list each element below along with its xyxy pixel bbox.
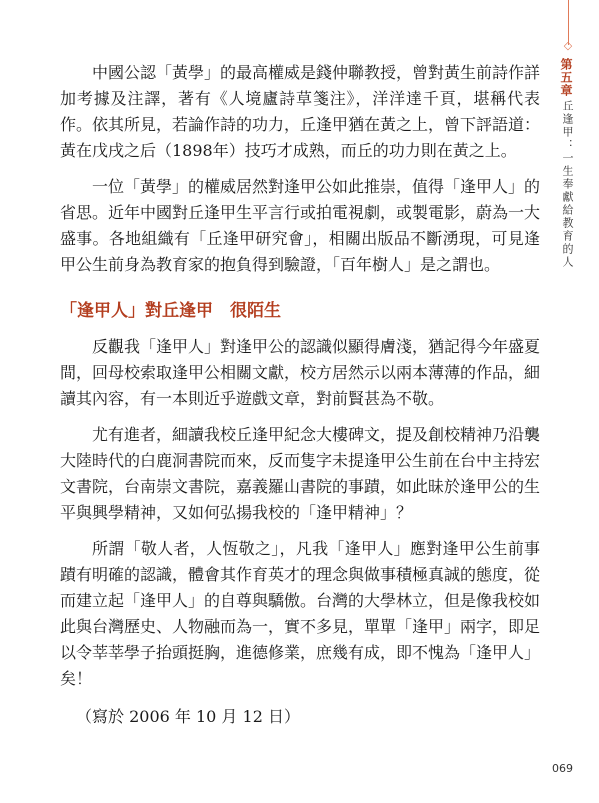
paragraph: 一位「黃學」的權威居然對逢甲公如此推崇，值得「逢甲人」的省思。近年中國對丘逢甲生平言行或拍電視劇，或製電影，蔚為一大盛事。各地組織有「丘逢甲研究會」，相關出版品不斷湧現，可見逢甲公生前身為教育家的抱負得到驗證，「百年樹人」是之謂也。 [60,177,541,274]
chapter-label: 第五章 [559,58,573,97]
article-body [60,60,540,730]
chapter-subtitle: 丘逢甲：一生奉獻給教育的人 [561,100,574,269]
page-number: 069 [552,762,573,775]
paragraph: 中國公認「黃學」的最高權威是錢仲聯教授，曾對黃生前詩作詳加考據及注譯，著有《人境廬詩草箋注》，洋洋達千頁，堪稱代表作。依其所見，若論作詩的功力，丘逢甲猶在黃之上，曾下評語道：黃在戊戌之后（1898年）技巧才成熟，而丘的功力則在黃之上。 [60,63,541,160]
diamond-icon: ◇ [563,39,573,52]
paragraph: 反觀我「逢甲人」對逢甲公的認識似顯得膚淺，猶記得今年盛夏間，回母校索取逢甲公相關文獻，校方居然示以兩本薄薄的作品，細讀其內容，有一本則近乎遊戲文章，對前賢甚為不敬。 [60,337,541,408]
paragraph: 所謂「敬人者，人恆敬之」，凡我「逢甲人」應對逢甲公生前事蹟有明確的認識，體會其作育英才的理念與做事積極真誠的態度，從而建立起「逢甲人」的自尊與驕傲。台灣的大學林立，但是像我校如此與台灣歷史、人物融而為一，實不多見，單單「逢甲」兩字，即足以令莘莘學子抬頭挺胸，進德修業，庶幾有成，即不愧為「逢甲人」矣！ [60,539,541,688]
chapter-side-rail [557,0,599,803]
section-heading: 「逢甲人」對丘逢甲 很陌生 [60,301,281,321]
paragraph: 尤有進者，細讀我校丘逢甲紀念大樓碑文，提及創校精神乃沿襲大陸時代的白鹿洞書院而來，反而隻字未提逢甲公生前在台中主持宏文書院，台南崇文書院，嘉義羅山書院的事蹟，如此昧於逢甲公的生平與興學精神，又如何弘揚我校的「逢甲精神」？ [60,425,541,522]
date-signature: （寫於 2006 年 10 月 12 日） [76,707,300,726]
